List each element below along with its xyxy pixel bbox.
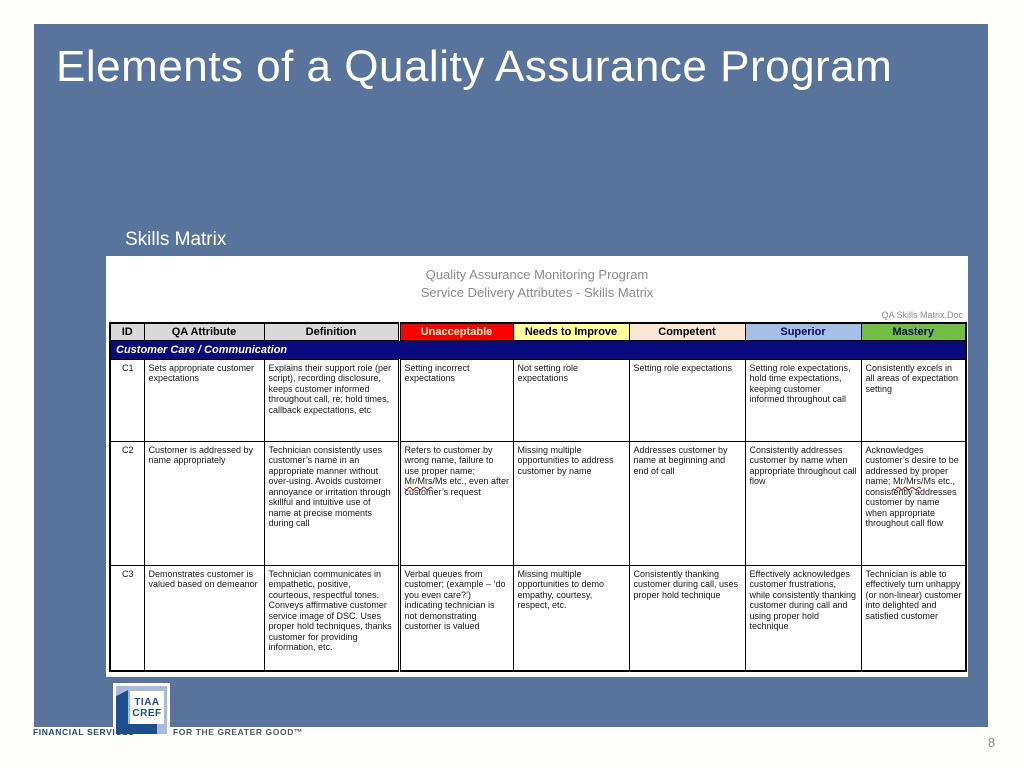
doc-title-line2: Service Delivery Attributes - Skills Matrix: [420, 285, 654, 300]
cell-c3-unacceptable: Verbal queues from customer; (example – ‘do you even care?’) indicating technician is not demonstrating customer is valued: [399, 565, 513, 671]
cell-c3-competent: Consistently thanking customer during call, uses proper hold technique: [629, 565, 745, 671]
column-header-competent: Competent: [629, 323, 745, 340]
cell-c2-id: C2: [110, 441, 144, 565]
doc-file-label: QA Skills Matrix.Doc: [881, 310, 963, 320]
logo-line-tiaa: TIAA: [134, 696, 160, 708]
skills-matrix-label: Skills Matrix: [125, 229, 227, 250]
cell-c2-unacceptable: Refers to customer by wrong name, failure to use proper name; Mr/Mrs/Ms etc., even after customer’s request: [399, 441, 513, 565]
slide-background: [34, 24, 988, 727]
column-header-superior: Superior: [745, 323, 861, 340]
doc-title: [109, 266, 965, 302]
table-row-c3: [110, 565, 966, 671]
cell-c1-superior: Setting role expectations, hold time expectations, keeping customer informed throughout call: [745, 359, 861, 441]
cell-c3-definition: Technician communicates in empathetic, positive, courteous, respectful tones. Conveys affirmative customer service image of DSC. Uses proper hold techniques, thanks customer for providing information, etc.: [264, 565, 399, 671]
cell-c3-superior: Effectively acknowledges customer frustrations, while consistently thanking customer during call and using proper hold technique: [745, 565, 861, 671]
cell-c1-definition: Explains their support role (per script), recording disclosure, keeps customer informed throughout call, re; hold times, callback expectations, etc: [264, 359, 399, 441]
cell-c2-attribute: Customer is addressed by name appropriately: [144, 441, 264, 565]
cell-c3-needs-to-improve: Missing multiple opportunities to demo empathy, courtesy, respect, etc.: [513, 565, 629, 671]
cell-c3-id: C3: [110, 565, 144, 671]
financial-services-label: FINANCIAL SERVICES: [33, 727, 135, 737]
cell-c1-mastery: Consistently excels in all areas of expectation setting: [861, 359, 966, 441]
cell-c1-attribute: Sets appropriate customer expectations: [144, 359, 264, 441]
cell-c1-unacceptable: Setting incorrect expectations: [399, 359, 513, 441]
column-header-unacceptable: Unacceptable: [399, 323, 513, 340]
logo-line-cref: CREF: [132, 707, 162, 719]
page-number: 8: [988, 735, 996, 750]
column-header-id: ID: [110, 323, 144, 340]
column-header-needs-to-improve: Needs to Improve: [513, 323, 629, 340]
skills-matrix-panel: [106, 256, 968, 677]
table-row-c1: [110, 359, 966, 441]
cell-c2-definition: Technician consistently uses customer’s name in an appropriate manner without over-using. Avoids customer annoyance or irritation through skillful and intuitive use of name at precise moments during call: [264, 441, 399, 565]
table-row-c2: [110, 441, 966, 565]
column-header-mastery: Mastery: [861, 323, 966, 340]
greater-good-tagline: FOR THE GREATER GOOD™: [173, 727, 304, 737]
cell-c2-superior: Consistently addresses customer by name when appropriate throughout call flow: [745, 441, 861, 565]
cell-c1-id: C1: [110, 359, 144, 441]
skills-matrix-table: [109, 322, 967, 672]
page-title: Elements of a Quality Assurance Program: [56, 42, 893, 91]
cell-c3-attribute: Demonstrates customer is valued based on demeanor: [144, 565, 264, 671]
cell-c1-needs-to-improve: Not setting role expectations: [513, 359, 629, 441]
cell-c3-mastery: Technician is able to effectively turn unhappy (or non-linear) customer into delighted and satisfied customer: [861, 565, 966, 671]
doc-title-line1: Quality Assurance Monitoring Program: [425, 267, 649, 282]
cell-c2-competent: Addresses customer by name at beginning and end of call: [629, 441, 745, 565]
section-header: Customer Care / Communication: [110, 340, 966, 359]
cell-c1-competent: Setting role expectations: [629, 359, 745, 441]
logo-wordmark: [130, 691, 164, 724]
section-row: [110, 340, 966, 359]
header-row: [110, 323, 966, 340]
cell-c2-needs-to-improve: Missing multiple opportunities to address customer by name: [513, 441, 629, 565]
cell-c2-mastery: Acknowledges customer’s desire to be addressed by proper name; Mr/Mrs/Ms etc., consistently addresses customer by name when appropriate throughout call flow: [861, 441, 966, 565]
column-header-qa-attribute: QA Attribute: [144, 323, 264, 340]
column-header-definition: Definition: [264, 323, 399, 340]
